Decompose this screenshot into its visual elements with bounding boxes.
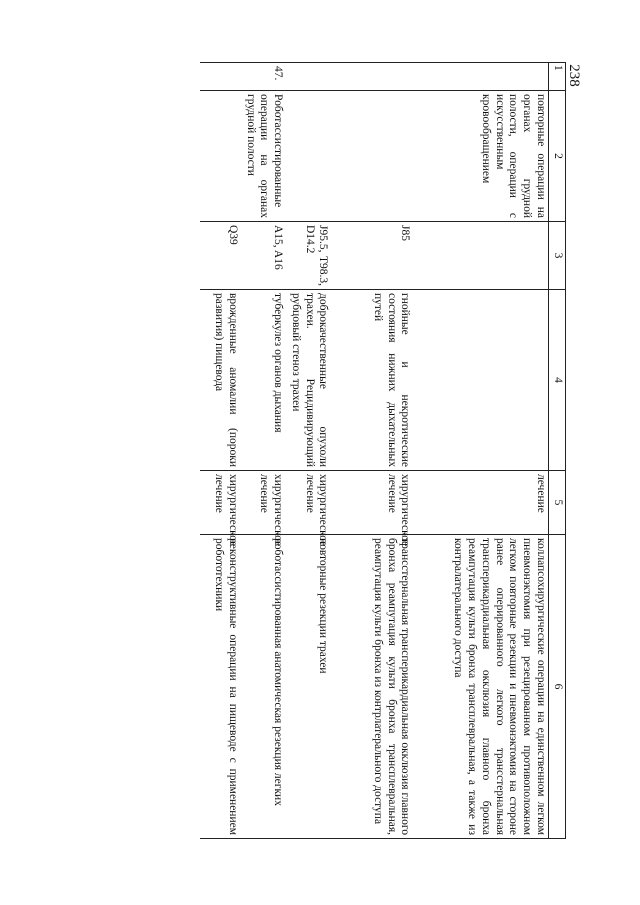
treatment-type: хирургическое лечение [285, 471, 330, 535]
header-row [549, 63, 566, 839]
table-row [200, 63, 240, 839]
table-row [331, 63, 413, 839]
header-col-4: 4 [549, 290, 566, 471]
procedure-name [331, 91, 413, 222]
patient-model: доброкачественные опухоли трахеи. Рецидивирующий рубцовый стеноз трахеи [285, 290, 330, 471]
header-col-5: 5 [549, 471, 566, 535]
item-number [413, 63, 549, 91]
patient-model: туберкулез органов дыхания [240, 290, 285, 471]
item-number: 47. [240, 63, 285, 91]
treatment-type: хирургическое лечение [200, 471, 240, 535]
treatment-method: роботассистированная анатомическая резекция легких [240, 535, 285, 839]
header-col-1: 1 [549, 63, 566, 91]
treatment-method: реконструктивные операции на пищеводе с применением робототехники [200, 535, 240, 839]
diagnosis-codes: Q39 [200, 222, 240, 290]
diagnosis-codes: A15, A16 [240, 222, 285, 290]
treatment-method: коллапсохирургические операции на единственном легком пневмонэктомия при резецированном противоположном легком повторные резекции и пневмонэктомия на стороне ранее оперированного легкого трансстернальная трансперикардиальная окклюзия главного бронха реампутация культи бронха трансплевральная, а также из контралатерального доступа [413, 535, 549, 839]
header-col-2: 2 [549, 91, 566, 222]
rotated-table-container [126, 62, 566, 838]
treatment-type: лечение [413, 471, 549, 535]
item-number [200, 63, 240, 91]
header-col-6: 6 [549, 535, 566, 839]
diagnosis-codes: J85 [331, 222, 413, 290]
treatment-method: трансстернальная трансперикардиальная окклюзия главного бронха реампутация культи бронха трансплевральная, реампутация культи бронха из контрлатерального доступа [331, 535, 413, 839]
procedure-name [285, 91, 330, 222]
treatment-method: повторные резекции трахеи [285, 535, 330, 839]
table-row [240, 63, 285, 839]
procedure-name [200, 91, 240, 222]
item-number [285, 63, 330, 91]
table-row [413, 63, 549, 839]
medical-procedures-table [200, 62, 566, 839]
treatment-type: хирургическое лечение [331, 471, 413, 535]
page-number: 238 [565, 64, 582, 87]
procedure-name: повторные операции на органах грудной полости, операции с искусственным кровообращением [413, 91, 549, 222]
patient-model: гнойные и некротические состояния нижних дыхательных путей [331, 290, 413, 471]
patient-model: врожденные аномалии (пороки развития) пищевода [200, 290, 240, 471]
procedure-name: Роботассистированные операции на органах грудной полости [240, 91, 285, 222]
header-col-3: 3 [549, 222, 566, 290]
diagnosis-codes: J95.5, T98.3, D14.2 [285, 222, 330, 290]
patient-model [413, 290, 549, 471]
diagnosis-codes [413, 222, 549, 290]
treatment-type: хирургическое лечение [240, 471, 285, 535]
item-number [331, 63, 413, 91]
table-row [285, 63, 330, 839]
